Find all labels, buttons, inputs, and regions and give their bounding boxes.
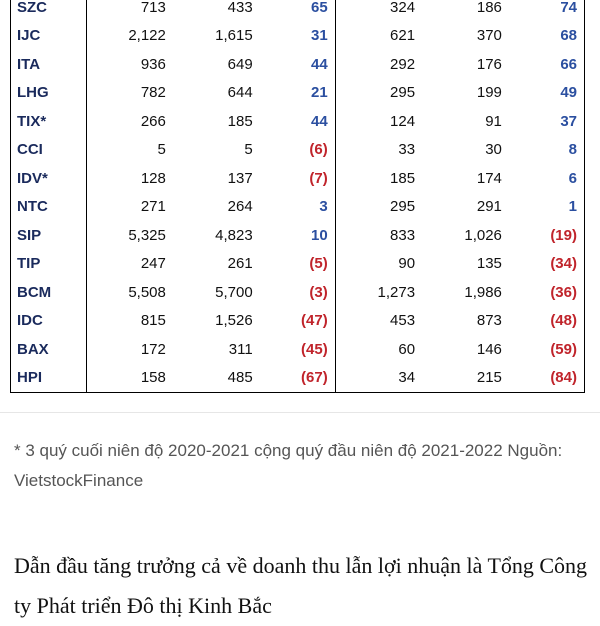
revenue-change-cell: (47) [260,307,336,336]
table-row [11,250,585,279]
profit-change-cell: 49 [509,79,585,108]
revenue-prior-cell: 311 [228,340,253,358]
profit-prior-cell: 30 [485,141,502,159]
revenue-current-cell: 128 [140,169,166,187]
revenue-change-cell: (6) [260,136,336,165]
profit-change-cell: 8 [509,136,585,165]
revenue-prior-cell: 649 [227,55,253,73]
revenue-change-cell: 65 [260,0,336,22]
financial-table-container [10,0,585,412]
revenue-prior-cell: 5 [244,141,253,159]
revenue-change-cell: (3) [260,278,336,307]
table-row [11,136,585,165]
revenue-current-cell: 713 [140,0,166,16]
revenue-change-cell: 21 [260,79,336,108]
profit-current-cell: 621 [390,27,416,45]
profit-current-cell: 324 [390,0,416,16]
revenue-current-cell: 5,325 [128,226,166,244]
profit-prior-cell: 873 [476,312,502,330]
revenue-current-cell: 266 [140,112,166,130]
revenue-change-cell: (67) [260,364,336,393]
article-paragraph: Dẫn đầu tăng trưởng cả về doanh thu lẫn lợi nhuận là Tổng Công ty Phát triển Đô thị Kinh Bắc [14,553,588,618]
revenue-change-cell: (5) [260,250,336,279]
ticker-cell: BCM [11,278,87,307]
profit-current-cell: 292 [390,55,416,73]
ticker-cell: IJC [11,22,87,51]
table-row [11,164,585,193]
revenue-prior-cell: 433 [227,0,253,16]
profit-prior-cell: 199 [476,84,502,102]
ticker-cell: SIP [11,221,87,250]
revenue-prior-cell: 1,615 [215,27,253,45]
table-row [11,107,585,136]
revenue-current-cell: 271 [140,198,166,216]
revenue-current-cell: 172 [140,340,166,358]
table-row [11,193,585,222]
ticker-cell: BAX [11,335,87,364]
profit-current-cell: 295 [390,198,416,216]
table-body [11,0,585,392]
revenue-current-cell: 5,508 [128,283,166,301]
ticker-cell: IDC [11,307,87,336]
profit-change-cell: (59) [509,335,585,364]
revenue-prior-cell: 185 [227,112,253,130]
ticker-cell: HPI [11,364,87,393]
ticker-cell: IDV* [11,164,87,193]
profit-prior-cell: 146 [476,340,502,358]
revenue-prior-cell: 137 [227,169,253,187]
table-row [11,278,585,307]
revenue-prior-cell: 5,700 [215,283,253,301]
profit-prior-cell: 370 [476,27,502,45]
profit-current-cell: 295 [390,84,416,102]
profit-prior-cell: 1,026 [464,226,502,244]
profit-change-cell: 74 [509,0,585,22]
revenue-prior-cell: 644 [227,84,253,102]
revenue-current-cell: 782 [140,84,166,102]
table-row [11,364,585,393]
profit-prior-cell: 291 [476,198,502,216]
revenue-change-cell: 10 [260,221,336,250]
revenue-change-cell: 44 [260,50,336,79]
profit-current-cell: 833 [390,226,416,244]
revenue-current-cell: 247 [140,255,166,273]
ticker-cell: TIP [11,250,87,279]
revenue-prior-cell: 261 [227,255,253,273]
profit-change-cell: 68 [509,22,585,51]
revenue-current-cell: 158 [86,364,173,393]
profit-prior-cell: 174 [476,169,502,187]
profit-change-cell: (34) [509,250,585,279]
table-row [11,307,585,336]
profit-change-cell: (48) [509,307,585,336]
revenue-change-cell: (45) [260,335,336,364]
section-divider [0,412,600,413]
profit-current-cell: 124 [390,112,416,130]
revenue-prior-cell: 485 [173,364,260,393]
table-row [11,221,585,250]
revenue-prior-cell: 4,823 [215,226,253,244]
profit-current-cell: 1,273 [377,283,416,301]
ticker-cell: ITA [11,50,87,79]
revenue-change-cell: 31 [260,22,336,51]
revenue-change-cell: (7) [260,164,336,193]
profit-prior-cell: 186 [476,0,502,16]
profit-change-cell: (36) [509,278,585,307]
ticker-cell: LHG [11,79,87,108]
revenue-current-cell: 936 [140,55,166,73]
profit-current-cell: 33 [398,141,416,159]
table-row [11,22,585,51]
profit-change-cell: (84) [509,364,585,393]
revenue-change-cell: 3 [260,193,336,222]
revenue-current-cell: 5 [157,141,166,159]
revenue-current-cell: 815 [140,312,166,330]
ticker-cell: SZC [11,0,87,22]
table-footnote: * 3 quý cuối niên độ 2020-2021 cộng quý đầu niên độ 2021-2022 Nguồn: VietstockFinance [14,441,563,490]
profit-prior-cell: 135 [476,255,502,273]
profit-change-cell: 37 [509,107,585,136]
profit-change-cell: 66 [509,50,585,79]
ticker-cell: NTC [11,193,87,222]
financial-table [10,0,585,393]
ticker-cell: CCI [11,136,87,165]
profit-change-cell: 6 [509,164,585,193]
table-row [11,0,585,22]
profit-prior-cell: 1,986 [464,283,502,301]
profit-change-cell: 1 [509,193,585,222]
ticker-cell: TIX* [11,107,87,136]
table-row [11,335,585,364]
profit-prior-cell: 215 [422,364,509,393]
profit-prior-cell: 176 [476,55,502,73]
profit-change-cell: (19) [509,221,585,250]
profit-current-cell: 90 [398,255,416,273]
profit-current-cell: 453 [390,312,416,330]
profit-current-cell: 185 [390,169,416,187]
table-row [11,79,585,108]
revenue-prior-cell: 1,526 [215,312,253,330]
profit-prior-cell: 91 [485,112,502,130]
profit-current-cell: 34 [335,364,422,393]
revenue-current-cell: 2,122 [128,27,166,45]
revenue-prior-cell: 264 [227,198,253,216]
profit-current-cell: 60 [398,340,416,358]
revenue-change-cell: 44 [260,107,336,136]
table-row [11,50,585,79]
